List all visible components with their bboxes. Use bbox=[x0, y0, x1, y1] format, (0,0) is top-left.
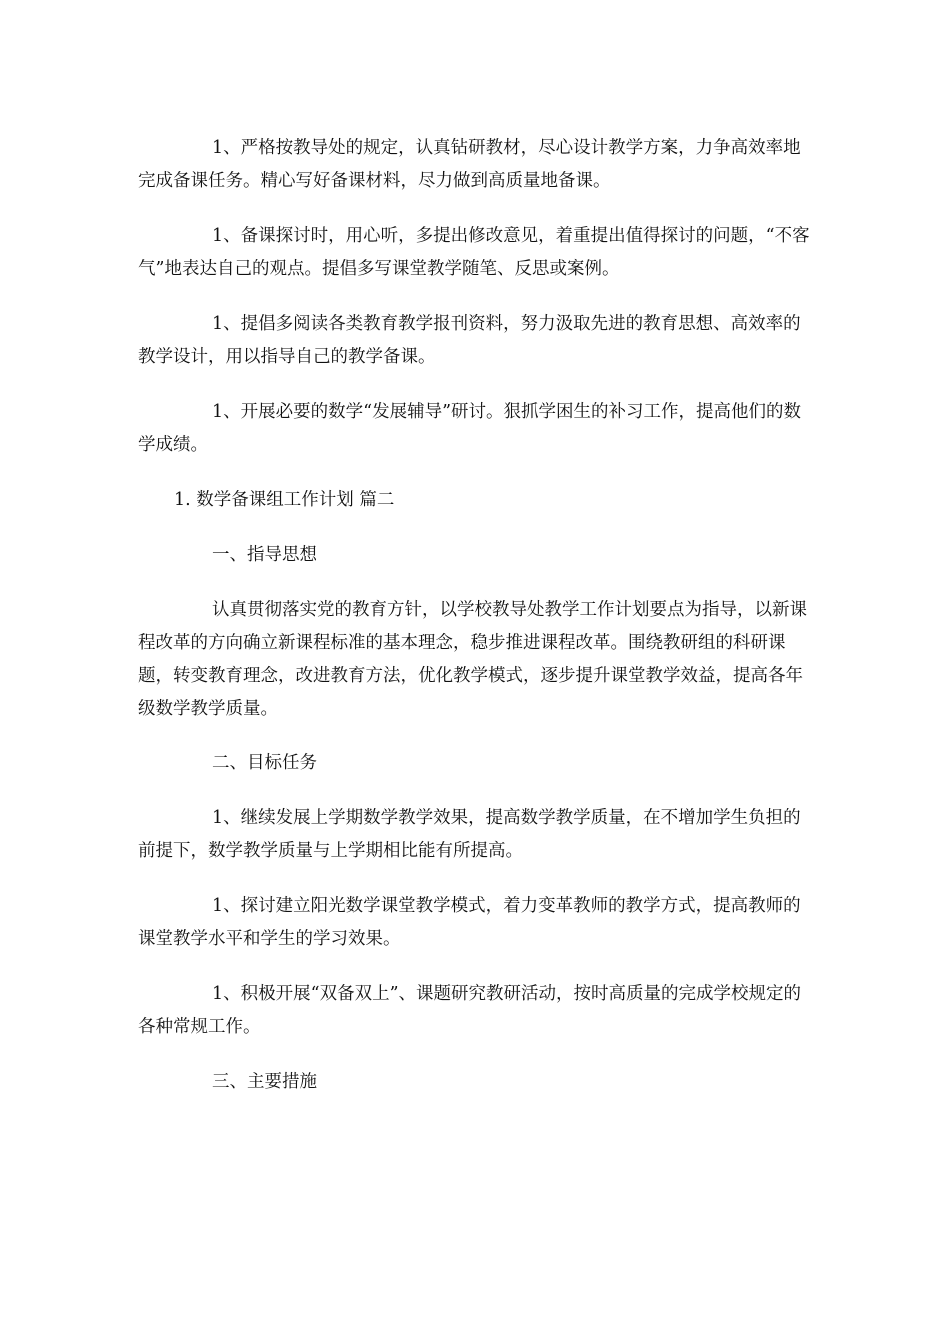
paragraph-lesson-preparation: 1、严格按教导处的规定，认真钻研教材，尽心设计教学方案，力争高效率地完成备课任务。精心写好备课材料，尽力做到高质量地备课。 bbox=[138, 138, 801, 191]
paragraph-goal-quality: 1、继续发展上学期数学教学效果，提高数学教学质量，在不增加学生负担的前提下，数学教学质量与上学期相比能有所提高。 bbox=[138, 808, 801, 861]
heading-goals: 二、目标任务 bbox=[212, 753, 317, 773]
paragraph-goal-model: 1、探讨建立阳光数学课堂教学模式，着力变革教师的教学方式，提高教师的课堂教学水平和学生的学习效果。 bbox=[138, 896, 801, 949]
paragraph-goal-activities: 1、积极开展“双备双上”、课题研究教研活动，按时高质量的完成学校规定的各种常规工作。 bbox=[138, 984, 802, 1037]
heading-main-measures: 三、主要措施 bbox=[212, 1072, 317, 1092]
heading-guiding-ideology: 一、指导思想 bbox=[212, 545, 317, 565]
paragraph-guiding-ideology: 认真贯彻落实党的教育方针，以学校教导处教学工作计划要点为指导，以新课程改革的方向确立新课程标准的基本理念，稳步推进课程改革。围绕教研组的科研课题，转变教育理念，改进教育方法，优化教学模式，逐步提升课堂教学效益，提高各年级数学教学质量。 bbox=[138, 600, 807, 719]
paragraph-reading: 1、提倡多阅读各类教育教学报刊资料，努力汲取先进的教育思想、高效率的教学设计，用以指导自己的教学备课。 bbox=[138, 314, 801, 367]
paragraph-discussion: 1、备课探讨时，用心听，多提出修改意见，着重提出值得探讨的问题，“不客气”地表达自己的观点。提倡多写课堂教学随笔、反思或案例。 bbox=[138, 226, 810, 279]
paragraph-tutoring: 1、开展必要的数学“发展辅导”研讨。狠抓学困生的补习工作，提高他们的数学成绩。 bbox=[138, 402, 802, 455]
section-title: 1. 数学备课组工作计划 篇二 bbox=[174, 490, 395, 510]
